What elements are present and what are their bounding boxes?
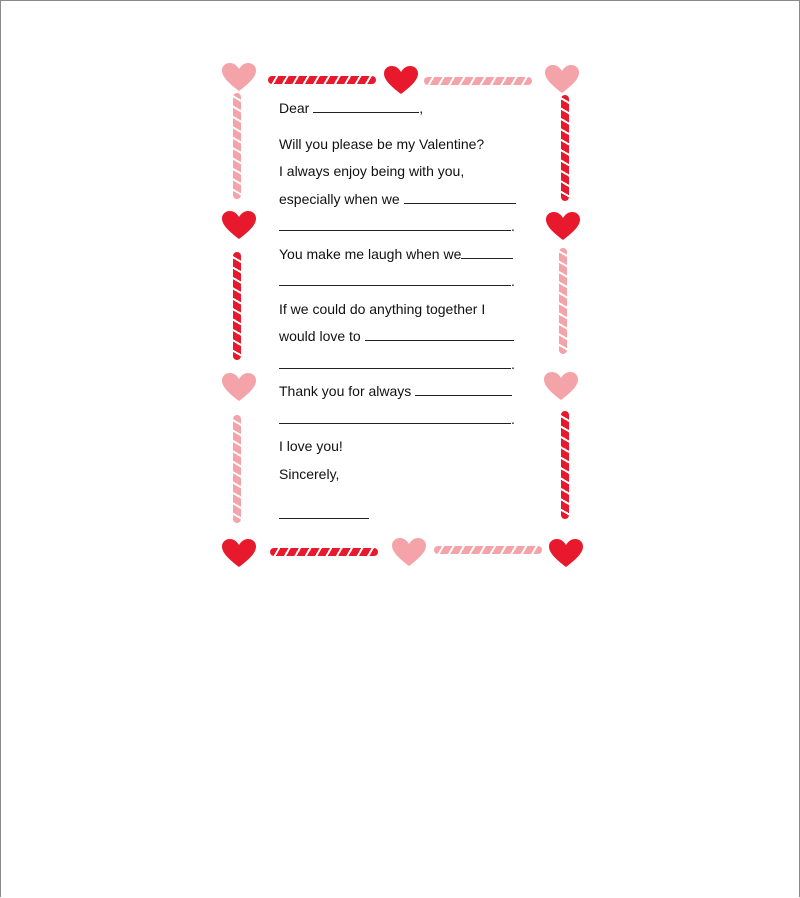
heart-icon — [383, 65, 419, 95]
candy-stripe-bar-top-right — [424, 77, 532, 85]
blank-thank-you-cont-field[interactable] — [279, 409, 511, 424]
blank-signature-field[interactable] — [279, 504, 369, 519]
heart-icon — [221, 62, 257, 92]
candy-stripe-bar-bottom-left — [270, 548, 378, 556]
line-love-to-cont — [279, 354, 515, 374]
candy-stripe-bar-bottom-right — [434, 546, 542, 554]
blank-especially-field[interactable] — [404, 189, 516, 204]
heart-icon — [391, 537, 427, 567]
line-love-to — [279, 326, 514, 346]
line-enjoy: I always enjoy being with you, — [279, 163, 465, 179]
heart-icon — [221, 538, 257, 568]
blank-especially-cont-field[interactable] — [279, 216, 511, 231]
greeting-line — [279, 98, 423, 118]
line-thank-you-text: Thank you for always — [279, 383, 412, 399]
candy-stripe-bar-right-3 — [561, 411, 569, 519]
heart-icon — [221, 372, 257, 402]
period: . — [511, 218, 515, 234]
line-especially-cont — [279, 216, 515, 236]
greeting-prefix: Dear — [279, 100, 310, 116]
period: . — [511, 273, 515, 289]
line-love-you: I love you! — [279, 438, 343, 454]
heart-icon — [544, 64, 580, 94]
blank-laugh-cont-field[interactable] — [279, 271, 511, 286]
line-sincerely: Sincerely, — [279, 466, 340, 482]
candy-stripe-bar-left-3 — [233, 415, 241, 523]
blank-love-to-cont-field[interactable] — [279, 354, 511, 369]
greeting-comma: , — [419, 100, 424, 116]
line-especially — [279, 189, 516, 209]
signature-line — [279, 504, 369, 524]
heart-icon — [543, 371, 579, 401]
line-laugh — [279, 244, 513, 264]
heart-icon — [545, 211, 581, 241]
line-laugh-cont — [279, 271, 515, 291]
line-thank-you — [279, 381, 512, 401]
line-laugh-text: You make me laugh when we — [279, 246, 462, 262]
blank-love-to-field[interactable] — [365, 326, 514, 341]
line-valentine: Will you please be my Valentine? — [279, 136, 485, 152]
period: . — [511, 356, 515, 372]
candy-stripe-bar-right-2 — [559, 248, 567, 354]
heart-icon — [548, 538, 584, 568]
candy-stripe-bar-left-2 — [233, 252, 241, 360]
candy-stripe-bar-left-1 — [233, 93, 241, 199]
blank-name-field[interactable] — [313, 98, 419, 113]
line-thank-you-cont — [279, 409, 515, 429]
candy-stripe-bar-top-left — [268, 76, 376, 84]
blank-thank-you-field[interactable] — [415, 381, 512, 396]
candy-stripe-bar-right-1 — [561, 95, 569, 201]
period: . — [511, 411, 515, 427]
line-love-to-text: would love to — [279, 328, 361, 344]
heart-icon — [221, 210, 257, 240]
line-anything: If we could do anything together I — [279, 301, 486, 317]
blank-laugh-field[interactable] — [461, 244, 513, 259]
line-especially-text: especially when we — [279, 191, 400, 207]
